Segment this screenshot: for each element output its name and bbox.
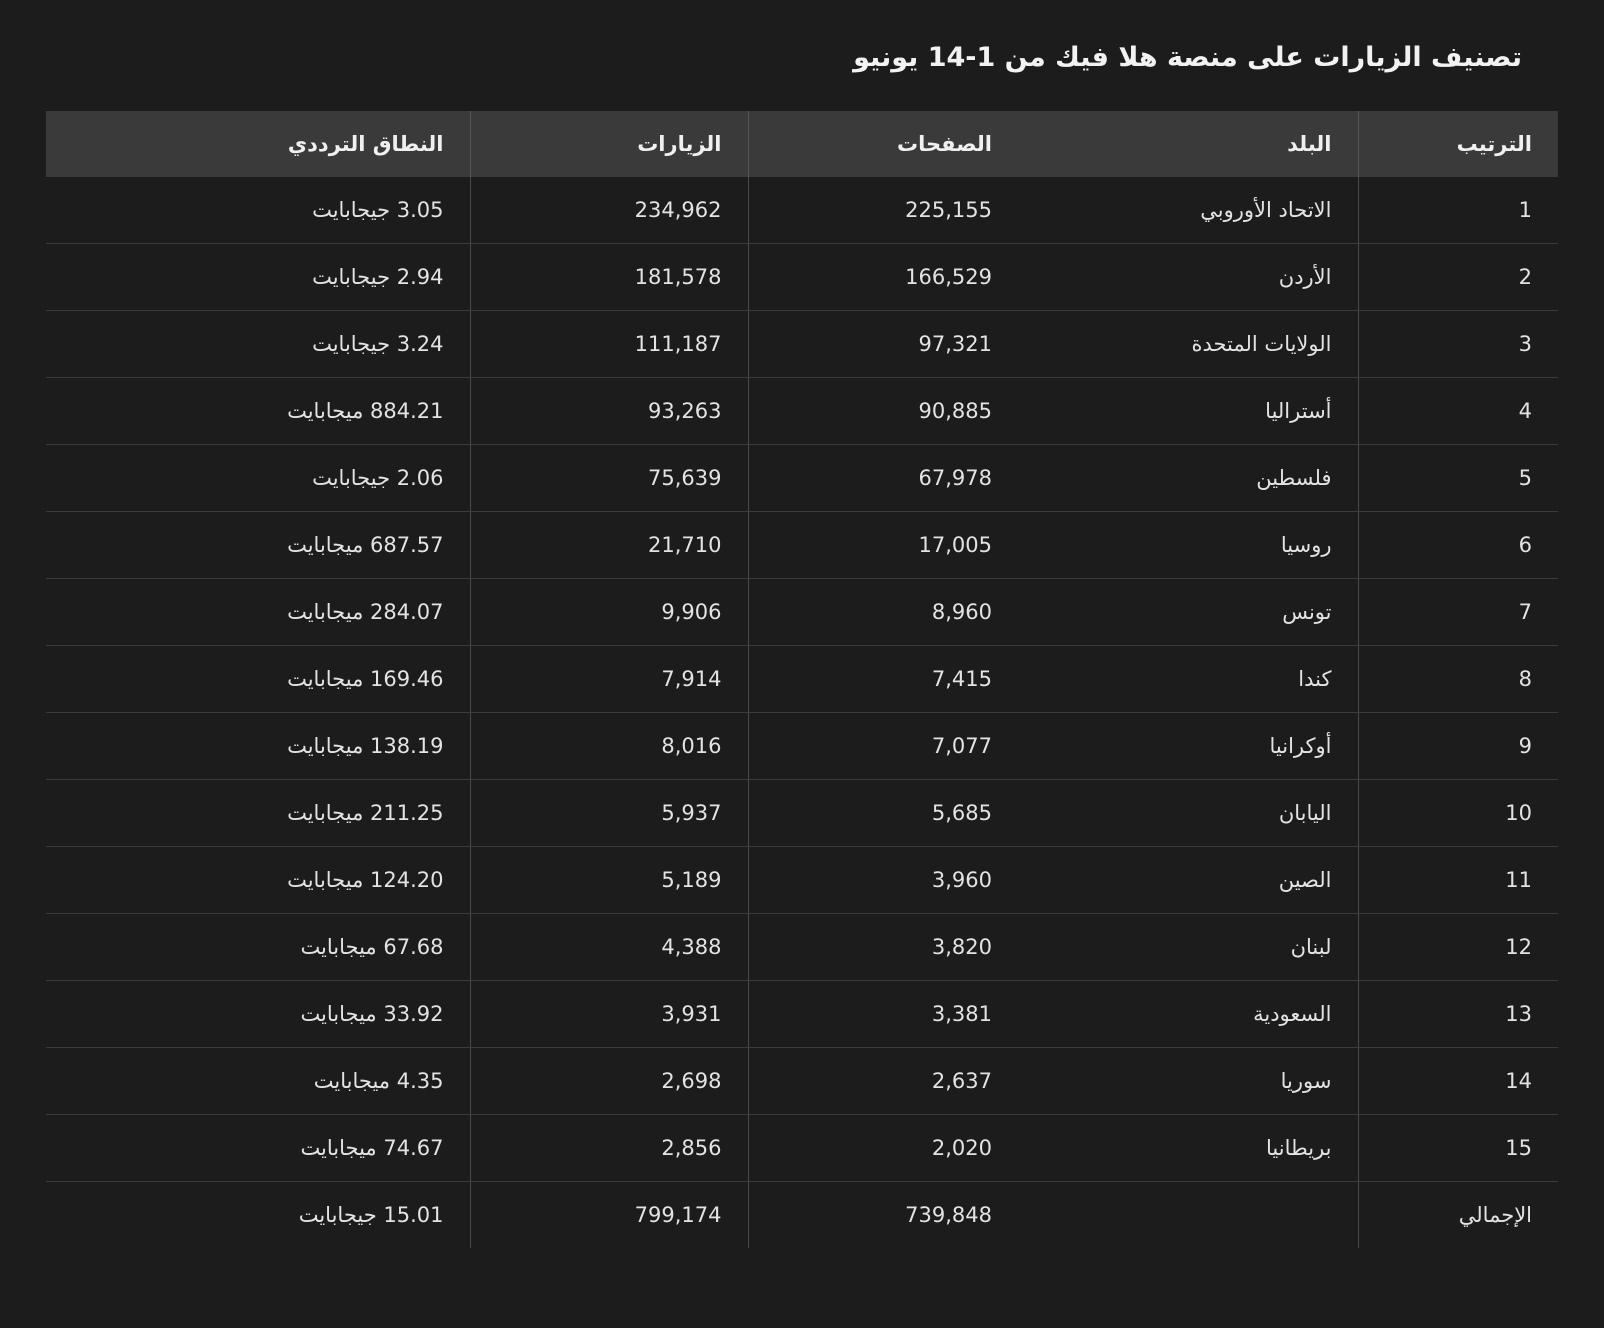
cell-country: السعودية <box>1018 981 1358 1048</box>
cell-bandwidth: 169.46 ميجابايت <box>46 646 470 713</box>
cell-country: الأردن <box>1018 244 1358 311</box>
cell-bandwidth: 3.24 جيجابايت <box>46 311 470 378</box>
table-row <box>46 713 1558 780</box>
cell-visits: 2,856 <box>470 1115 748 1182</box>
cell-visits: 5,189 <box>470 847 748 914</box>
cell-bandwidth: 2.94 جيجابايت <box>46 244 470 311</box>
column-header-visits: الزيارات <box>470 111 748 177</box>
cell-country: فلسطين <box>1018 445 1358 512</box>
cell-bandwidth: 74.67 ميجابايت <box>46 1115 470 1182</box>
table-row <box>46 512 1558 579</box>
cell-rank: 9 <box>1358 713 1558 780</box>
table-body <box>46 177 1558 1248</box>
cell-bandwidth: 2.06 جيجابايت <box>46 445 470 512</box>
cell-visits: 21,710 <box>470 512 748 579</box>
table-row <box>46 847 1558 914</box>
cell-visits: 7,914 <box>470 646 748 713</box>
table-row <box>46 177 1558 244</box>
cell-bandwidth: 138.19 ميجابايت <box>46 713 470 780</box>
table-row <box>46 579 1558 646</box>
cell-country: أستراليا <box>1018 378 1358 445</box>
cell-bandwidth: 67.68 ميجابايت <box>46 914 470 981</box>
cell-rank: 3 <box>1358 311 1558 378</box>
column-header-rank: الترتيب <box>1456 132 1532 156</box>
cell-visits: 5,937 <box>470 780 748 847</box>
column-header-country: البلد <box>1018 111 1358 177</box>
cell-rank: 5 <box>1358 445 1558 512</box>
cell-rank: 11 <box>1358 847 1558 914</box>
visits-ranking-table <box>46 111 1558 1248</box>
cell-country: روسيا <box>1018 512 1358 579</box>
cell-country: الولايات المتحدة <box>1018 311 1358 378</box>
table-header <box>46 111 1558 177</box>
cell-rank: الإجمالي <box>1458 1203 1532 1227</box>
cell-visits: 234,962 <box>470 177 748 244</box>
cell-visits: 2,698 <box>470 1048 748 1115</box>
cell-pages: 7,077 <box>748 713 1018 780</box>
cell-visits: 8,016 <box>470 713 748 780</box>
cell-visits: 111,187 <box>470 311 748 378</box>
cell-bandwidth: 4.35 ميجابايت <box>46 1048 470 1115</box>
cell-pages: 97,321 <box>748 311 1018 378</box>
cell-pages: 3,960 <box>748 847 1018 914</box>
cell-pages: 7,415 <box>748 646 1018 713</box>
cell-country: اليابان <box>1018 780 1358 847</box>
cell-pages: 67,978 <box>748 445 1018 512</box>
cell-rank: 7 <box>1358 579 1558 646</box>
table-row <box>46 244 1558 311</box>
column-header-pages: الصفحات <box>896 132 992 156</box>
cell-rank: 4 <box>1358 378 1558 445</box>
table-row <box>46 981 1558 1048</box>
cell-pages: 2,020 <box>748 1115 1018 1182</box>
table-row <box>46 445 1558 512</box>
cell-pages: 166,529 <box>748 244 1018 311</box>
cell-bandwidth: 687.57 ميجابايت <box>46 512 470 579</box>
cell-rank: 12 <box>1358 914 1558 981</box>
column-header-bandwidth: النطاق الترددي <box>46 111 470 177</box>
table-row <box>46 914 1558 981</box>
cell-visits: 4,388 <box>470 914 748 981</box>
cell-bandwidth: 211.25 ميجابايت <box>46 780 470 847</box>
cell-country: أوكرانيا <box>1018 713 1358 780</box>
cell-visits: 93,263 <box>470 378 748 445</box>
cell-bandwidth: 284.07 ميجابايت <box>46 579 470 646</box>
cell-country: الصين <box>1018 847 1358 914</box>
cell-country <box>1018 1182 1358 1249</box>
cell-rank: 6 <box>1358 512 1558 579</box>
cell-pages: 8,960 <box>748 579 1018 646</box>
cell-bandwidth: 33.92 ميجابايت <box>46 981 470 1048</box>
table-row <box>46 646 1558 713</box>
visits-ranking-table-wrapper <box>46 111 1558 1248</box>
cell-visits: 9,906 <box>470 579 748 646</box>
table-row <box>46 780 1558 847</box>
table-row <box>46 1115 1558 1182</box>
table-row <box>46 1048 1558 1115</box>
table-row <box>46 378 1558 445</box>
cell-visits: 3,931 <box>470 981 748 1048</box>
cell-pages: 3,381 <box>748 981 1018 1048</box>
cell-pages: 17,005 <box>748 512 1018 579</box>
cell-pages: 3,820 <box>748 914 1018 981</box>
page-title: تصنيف الزيارات على منصة هلا فيك من 1-14 يونيو <box>853 42 1522 73</box>
cell-rank: 15 <box>1358 1115 1558 1182</box>
cell-pages: 739,848 <box>905 1203 992 1227</box>
table-header-row <box>46 111 1558 177</box>
cell-rank: 8 <box>1358 646 1558 713</box>
cell-visits: 75,639 <box>470 445 748 512</box>
cell-country: الاتحاد الأوروبي <box>1018 177 1358 244</box>
cell-country: كندا <box>1018 646 1358 713</box>
cell-country: سوريا <box>1018 1048 1358 1115</box>
cell-rank: 2 <box>1358 244 1558 311</box>
cell-pages: 90,885 <box>748 378 1018 445</box>
cell-visits: 799,174 <box>470 1182 748 1249</box>
cell-bandwidth: 15.01 جيجابايت <box>46 1182 470 1249</box>
cell-rank: 14 <box>1358 1048 1558 1115</box>
cell-rank: 1 <box>1358 177 1558 244</box>
cell-rank: 13 <box>1358 981 1558 1048</box>
cell-country: لبنان <box>1018 914 1358 981</box>
cell-visits: 181,578 <box>470 244 748 311</box>
cell-rank: 10 <box>1358 780 1558 847</box>
cell-bandwidth: 884.21 ميجابايت <box>46 378 470 445</box>
cell-country: تونس <box>1018 579 1358 646</box>
table-total-row <box>46 1182 1558 1249</box>
cell-bandwidth: 3.05 جيجابايت <box>46 177 470 244</box>
cell-country: بريطانيا <box>1018 1115 1358 1182</box>
cell-pages: 225,155 <box>748 177 1018 244</box>
cell-pages: 2,637 <box>748 1048 1018 1115</box>
cell-bandwidth: 124.20 ميجابايت <box>46 847 470 914</box>
table-row <box>46 311 1558 378</box>
cell-pages: 5,685 <box>748 780 1018 847</box>
